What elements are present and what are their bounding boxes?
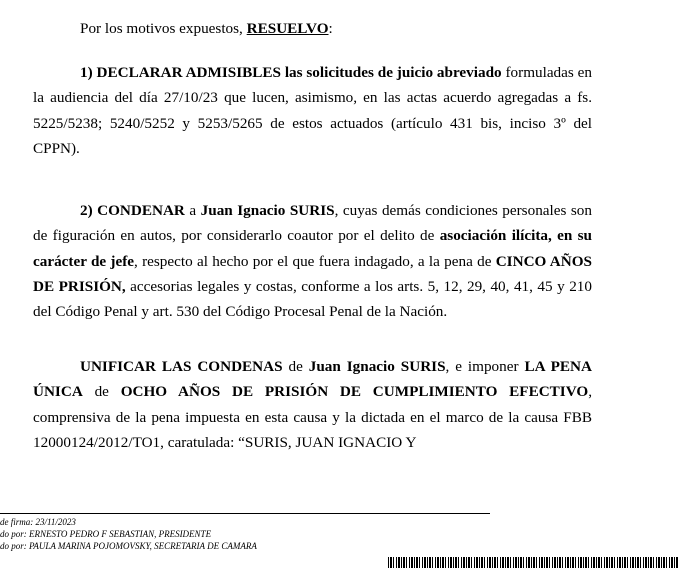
defendant-name-2: Juan Ignacio SURIS [308, 358, 446, 375]
offense-text: asociación ilícita, en su carácter de jefe [33, 227, 592, 270]
signature-date: de firma: 23/11/2023 [0, 517, 76, 527]
intro-colon: : [328, 20, 333, 37]
condenar-text-4: accesorias legales y costas, conforme a los arts. 5, 12, 29, 40, 41, 45 y 210 del Código Penal y art. 530 del Código Procesal Penal de la Nación. [33, 277, 592, 321]
footer-divider [0, 513, 490, 514]
declarar-bold-text: 1) DECLARAR ADMISIBLES las solicitudes de juicio abreviado [80, 64, 502, 81]
declarar-body-text: formuladas en la audiencia del día 27/10/23 que lucen, asimismo, en las actas acuerdo agregadas a fs. 5225/5238; 5240/5252 y 5253/5265 de estos actuados (artículo 431 bis, inciso 3º del CPPN). [33, 64, 592, 157]
resuelvo-heading: RESUELVO [246, 20, 329, 37]
defendant-name: Juan Ignacio SURIS [200, 202, 335, 219]
signer-secretary: do por: PAULA MARINA POJOMOVSKY, SECRETARIA DE CAMARA [0, 541, 257, 551]
pena-unica-text: LA PENA ÚNICA [33, 358, 592, 401]
signer-president: do por: ERNESTO PEDRO F SEBASTIAN, PRESIDENTE [0, 529, 212, 539]
signature-footer [0, 516, 257, 552]
unificar-text-3: de [82, 383, 121, 401]
sentence-text: CINCO AÑOS DE PRISIÓN, [33, 252, 592, 295]
paragraph-resuelvo-intro [33, 16, 592, 41]
condenar-heading: 2) CONDENAR [80, 202, 185, 219]
unified-sentence-text: OCHO AÑOS DE PRISIÓN DE CUMPLIMIENTO EFECTIVO [120, 383, 589, 401]
unificar-text-4: , comprensiva de la pena impuesta en esta causa y la dictada en el marco de la causa FBB 12000124/2012/TO1, caratulada: “SURIS, JUAN IGNACIO Y [33, 383, 592, 451]
unificar-text-1: de [282, 358, 309, 375]
paragraph-condenar [33, 198, 592, 324]
unificar-heading: UNIFICAR LAS CONDENAS [80, 358, 283, 375]
intro-text: Por los motivos expuestos, [80, 20, 247, 37]
condenar-text-2: , cuyas demás condiciones personales son de figuración en autos, por considerarlo coautor por el delito de [33, 202, 592, 245]
condenar-text-3: , respecto al hecho por el que fuera indagado, a la pena de [134, 252, 496, 270]
unificar-text-2: , e imponer [445, 358, 525, 375]
barcode [388, 557, 679, 568]
condenar-text-1: a [184, 202, 201, 219]
paragraph-declarar-admisibles [33, 60, 592, 161]
paragraph-unificar [33, 354, 592, 455]
